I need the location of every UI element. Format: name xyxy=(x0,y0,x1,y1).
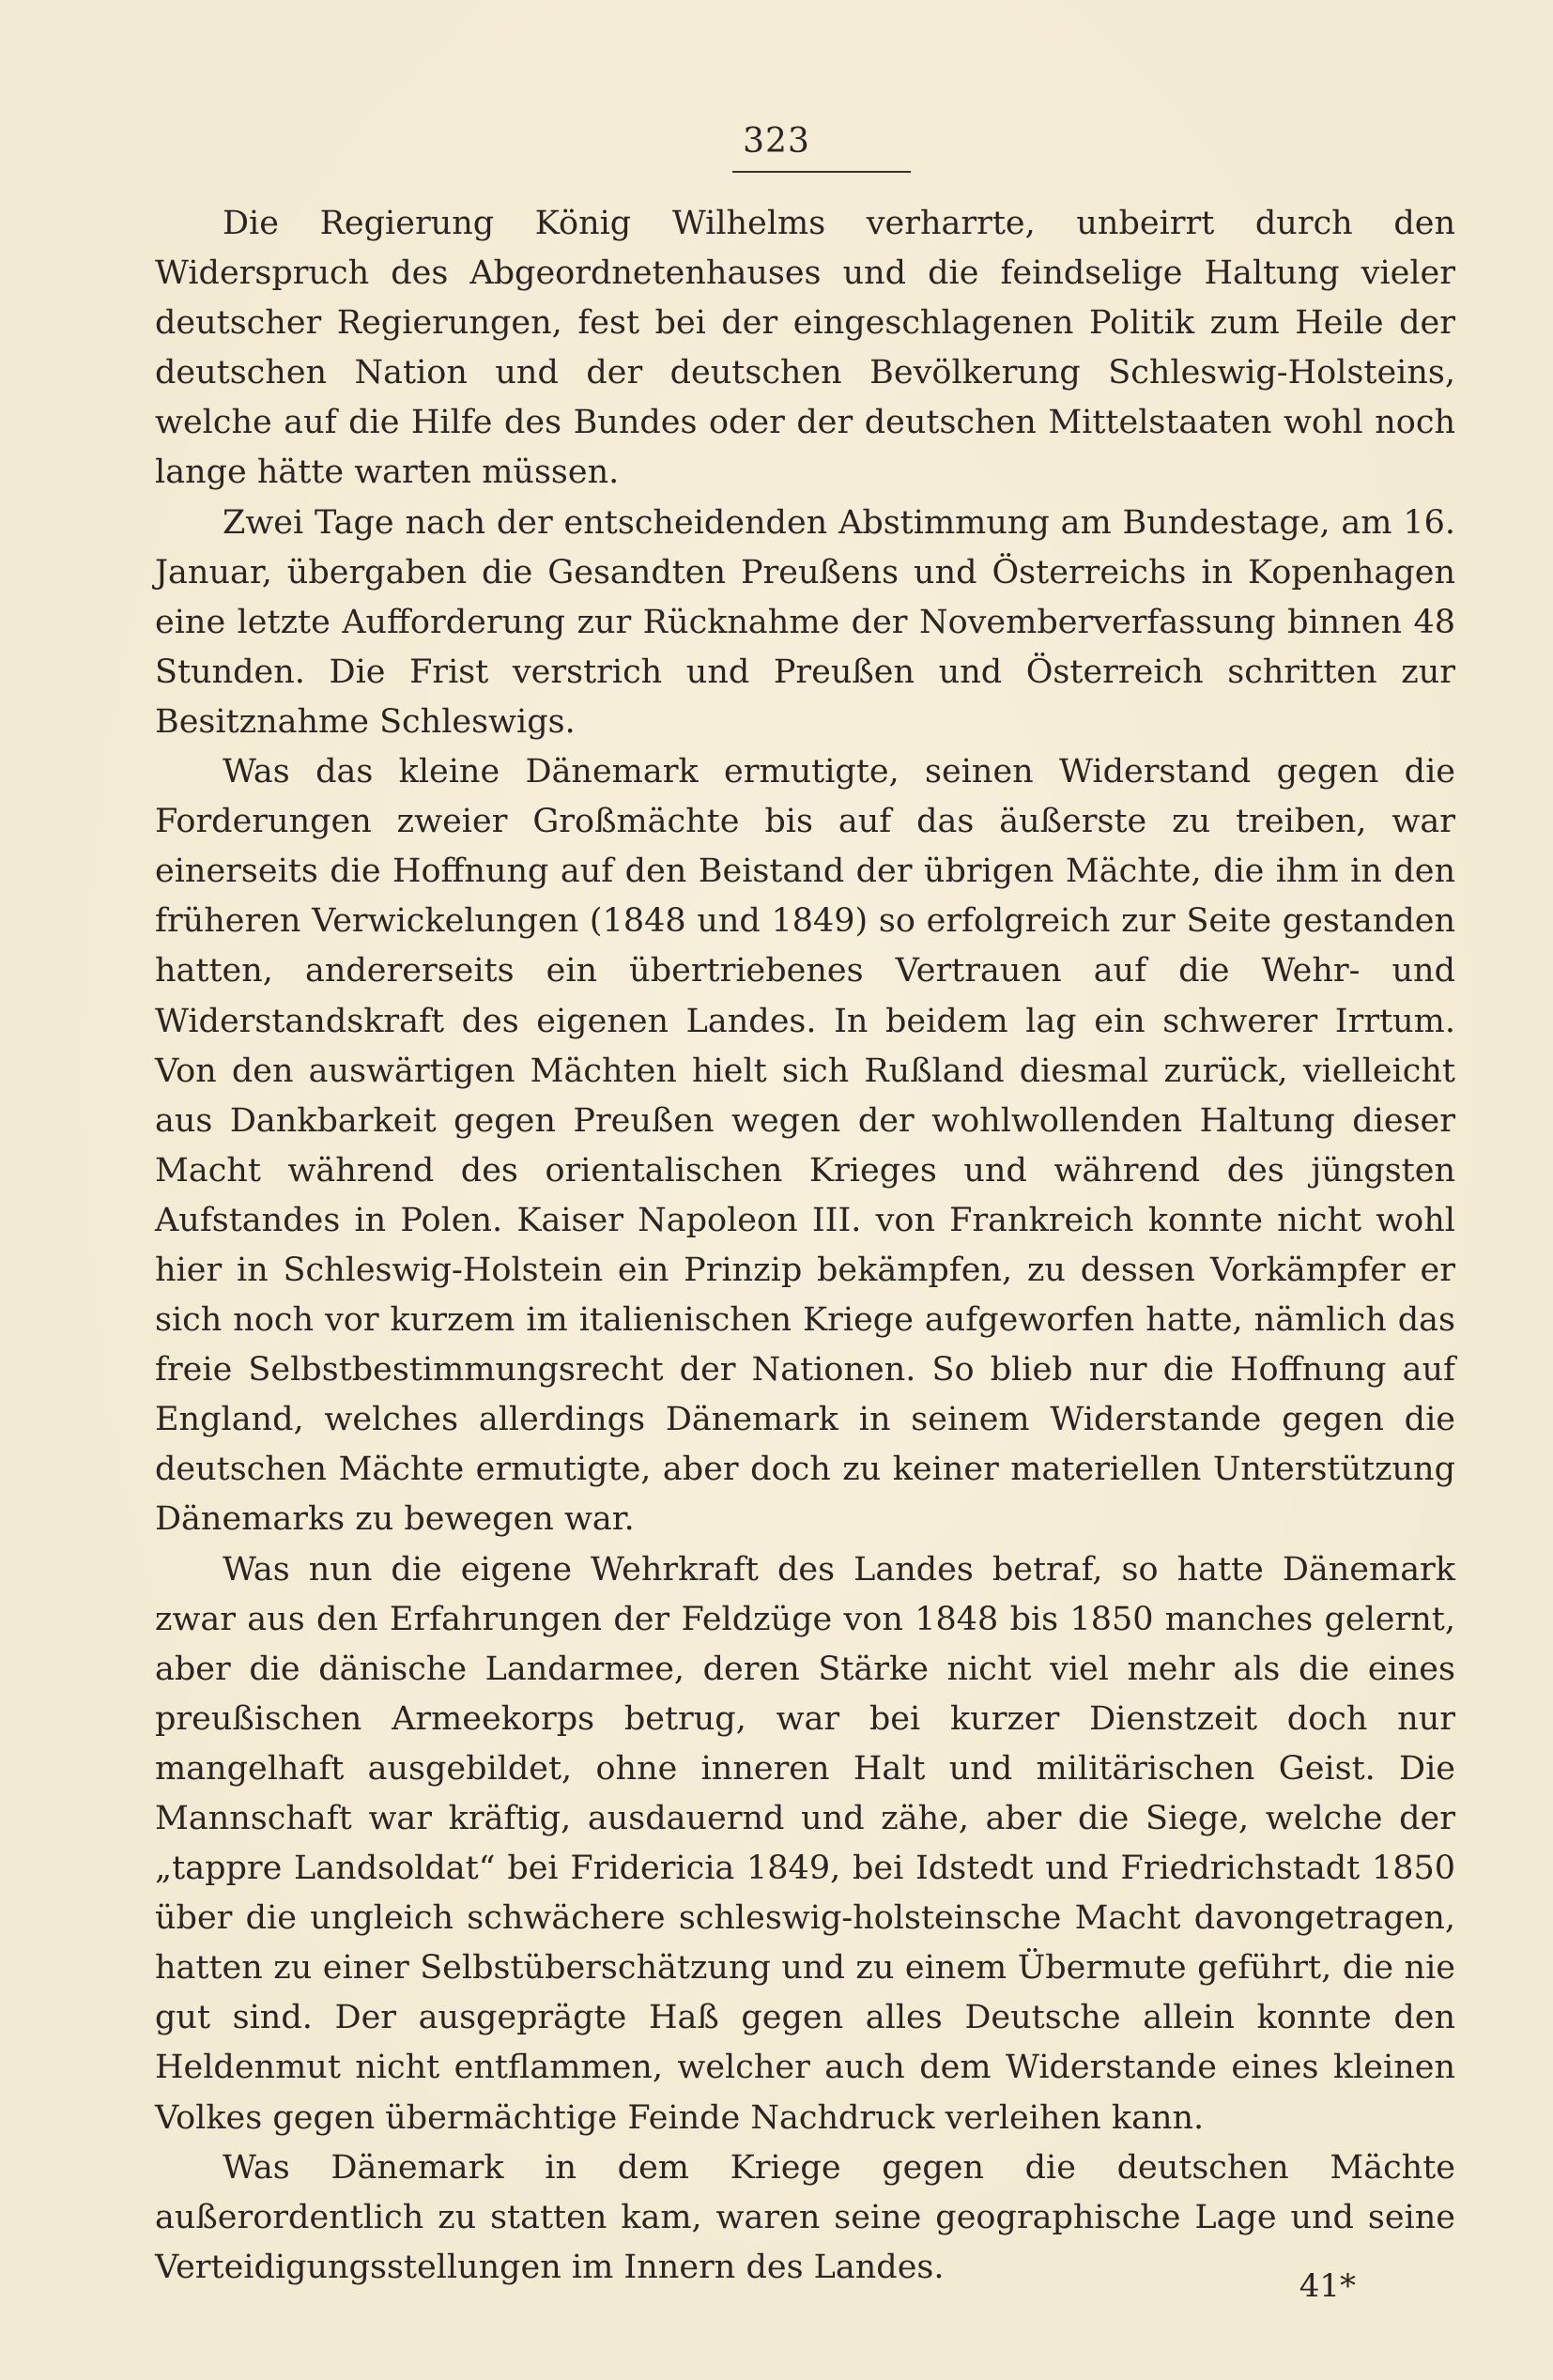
paragraph: Was Dänemark in dem Kriege gegen die deutschen Mächte außerordentlich zu statten kam, waren seine geographische Lage und seine Verteidigungsstellungen im Innern des Landes. xyxy=(155,2148,1455,2286)
paragraph: Was das kleine Dänemark ermutigte, seinen Widerstand gegen die Forderungen zweier Großmächte bis auf das äußerste zu treiben, war einerseits die Hoffnung auf den Beistand der übrigen Mächte, die ihm in den früheren Verwickelungen (1848 und 1849) so erfolgreich zur Seite gestanden hatten, andererseits ein übertriebenes Vertrauen auf die Wehr- und Widerstandskraft des eigenen Landes. In beidem lag ein schwerer Irrtum. Von den auswärtigen Mächten hielt sich Rußland diesmal zurück, vielleicht aus Dankbarkeit gegen Preußen wegen der wohlwollenden Haltung dieser Macht während des orientalischen Krieges und während des jüngsten Aufstandes in Polen. Kaiser Napoleon III. von Frankreich konnte nicht wohl hier in Schleswig-Holstein ein Prinzip bekämpfen, zu dessen Vorkämpfer er sich noch vor kurzem im italienischen Kriege aufgeworfen hatte, nämlich das freie Selbstbestimmungsrecht der Nationen. So blieb nur die Hoffnung auf England, welches allerdings Dänemark in seinem Widerstande gegen die deutschen Mächte ermutigte, aber doch zu keiner materiellen Unterstützung Dänemarks zu bewegen war. xyxy=(155,753,1455,1539)
signature-mark: 41* xyxy=(1299,2267,1356,2305)
paragraph: Die Regierung König Wilhelms verharrte, unbeirrt durch den Widerspruch des Abgeordnetenhauses und die feindselige Haltung vieler deutscher Regierungen, fest bei der eingeschlagenen Politik zum Heile der deutschen Nation und der deutschen Bevölkerung Schleswig-Holsteins, welche auf die Hilfe des Bundes oder der deutschen Mittelstaaten wohl noch lange hätte warten müssen. xyxy=(155,205,1455,492)
page-number-rule xyxy=(732,171,911,173)
page-number: 323 xyxy=(743,122,810,161)
body-text xyxy=(155,199,1455,2293)
paragraph: Zwei Tage nach der entscheidenden Abstimmung am Bundestage, am 16. Januar, übergaben die Gesandten Preußens und Österreichs in Kopenhagen eine letzte Aufforderung zur Rücknahme der Novemberverfassung binnen 48 Stunden. Die Frist verstrich und Preußen und Österreich schritten zur Besitznahme Schleswigs. xyxy=(155,503,1455,741)
paragraph: Was nun die eigene Wehrkraft des Landes betraf, so hatte Dänemark zwar aus den Erfahrungen der Feldzüge von 1848 bis 1850 manches gelernt, aber die dänische Landarmee, deren Stärke nicht viel mehr als die eines preußischen Armeekorps betrug, war bei kurzer Dienstzeit doch nur mangelhaft ausgebildet, ohne inneren Halt und militärischen Geist. Die Mannschaft war kräftig, ausdauernd und zähe, aber die Siege, welche der „tappre Landsoldat“ bei Fridericia 1849, bei Idstedt und Friedrichstadt 1850 über die ungleich schwächere schleswig-holsteinsche Macht davongetragen, hatten zu einer Selbstüberschätzung und zu einem Übermute geführt, die nie gut sind. Der ausgeprägte Haß gegen alles Deutsche allein konnte den Heldenmut nicht entflammen, welcher auch dem Widerstande eines kleinen Volkes gegen übermächtige Feinde Nachdruck verleihen kann. xyxy=(155,1550,1455,2137)
